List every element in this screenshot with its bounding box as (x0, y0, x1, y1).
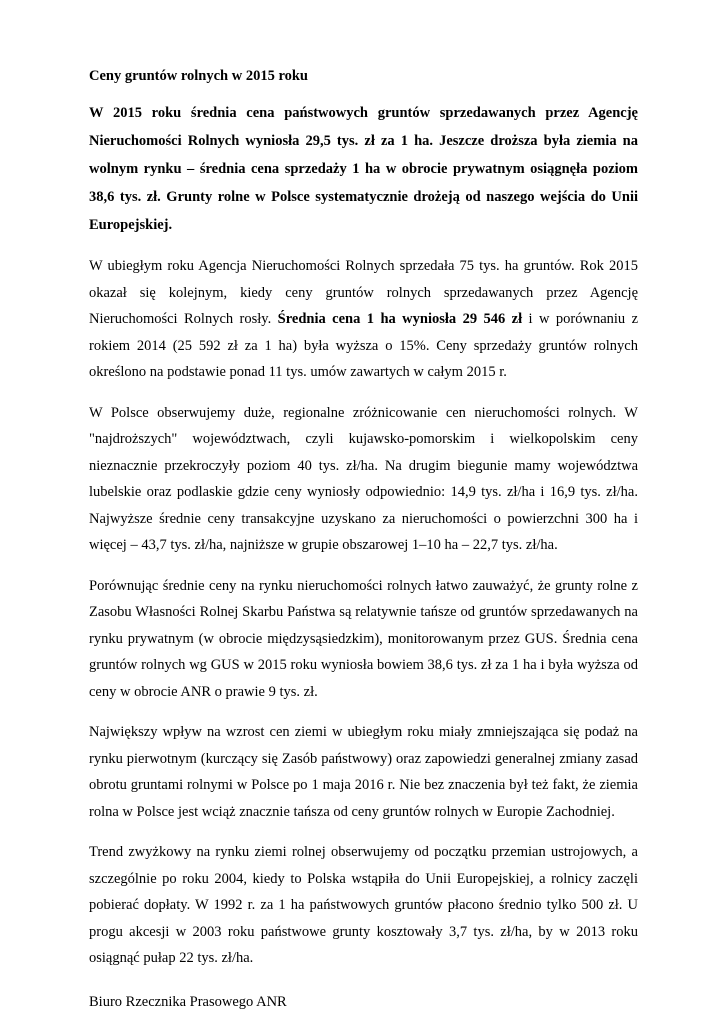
paragraph-anr-sales-text-a: W ubiegłym roku Agencja Nieruchomości Rolnych sprzedała 75 tys. ha gruntów. Rok 2015 okazał się kolejnym, kiedy ceny gruntów rolnych sprzedawanych przez Agencję Nieruchomości Rolnych rosły. (89, 258, 638, 327)
paragraph-price-trend: Trend zwyżkowy na rynku ziemi rolnej obserwujemy od początku przemian ustrojowych, a szczególnie po roku 2004, kiedy to Polska wstąpiła do Unii Europejskiej, a rolnicy zaczęli pobierać dopłaty. W 1992 r. za 1 ha państwowych gruntów płacono średnio tylko 500 zł. U progu akcesji w 2003 roku państwowe grunty kosztowały 3,7 tys. zł/ha, by w 2013 roku osiągnąć pułap 22 tys. zł/ha. (89, 844, 638, 966)
average-price-highlight: Średnia cena 1 ha wyniosła 29 546 zł (277, 311, 523, 327)
paragraph-regional-prices: W Polsce obserwujemy duże, regionalne zróżnicowanie cen nieruchomości rolnych. W "najdroższych" województwach, czyli kujawsko-pomorskim i wielkopolskim ceny nieznacznie przekroczyły poziom 40 tys. zł/ha. Na drugim biegunie mamy województwa lubelskie oraz podlaskie gdzie ceny wyniosły odpowiednio: 14,9 tys. zł/ha i 16,9 tys. zł/ha. Najwyższe średnie ceny transakcyjne uzyskano za nieruchomości o powierzchni 300 ha i więcej – 43,7 tys. zł/ha, najniższe w grupie obszarowej 1–10 ha – 22,7 tys. zł/ha. (89, 404, 638, 553)
lead-paragraph: W 2015 roku średnia cena państwowych gruntów sprzedawanych przez Agencję Nieruchomości Rolnych wyniosła 29,5 tys. zł za 1 ha. Jeszcze droższa była ziemia na wolnym rynku – średnia cena sprzedaży 1 ha w obrocie prywatnym osiągnęła poziom 38,6 tys. zł. Grunty rolne w Polsce systematycznie drożeją od naszego wejścia do Unii Europejskiej. (89, 105, 638, 233)
paragraph-price-comparison: Porównując średnie ceny na rynku nieruchomości rolnych łatwo zauważyć, że grunty rolne z Zasobu Własności Rolnej Skarbu Państwa są relatywnie tańsze od gruntów sprzedawanych na rynku prywatnym (w obrocie międzysąsiedzkim), monitorowanym przez GUS. Średnia cena gruntów rolnych wg GUS w 2015 roku wyniosła bowiem 38,6 tys. zł za 1 ha i była wyższa od ceny w obrocie ANR o prawie 9 tys. zł. (89, 577, 638, 700)
document-page (89, 64, 638, 1014)
signature: Biuro Rzecznika Prasowego ANR (89, 993, 287, 1010)
paragraph-anr-sales (89, 253, 638, 386)
paragraph-price-factors: Największy wpływ na wzrost cen ziemi w ubiegłym roku miały zmniejszająca się podaż na rynku pierwotnym (kurczący się Zasób państwowy) oraz zapowiedzi generalnej zmiany zasad obrotu gruntami rolnymi w Polsce po 1 maja 2016 r. Nie bez znaczenia był też fakt, że ziemia rolna w Polsce jest wciąż znacznie tańsza od ceny gruntów rolnych w Europie Zachodniej. (89, 724, 638, 820)
document-title: Ceny gruntów rolnych w 2015 roku (89, 68, 309, 84)
paragraph-anr-sales-text-b: i w porównaniu z rokiem 2014 (25 592 zł za 1 ha) była wyższa o 15%. Ceny sprzedaży gruntów rolnych określono na podstawie ponad 11 tys. umów zawartych w całym 2015 r. (89, 311, 639, 380)
